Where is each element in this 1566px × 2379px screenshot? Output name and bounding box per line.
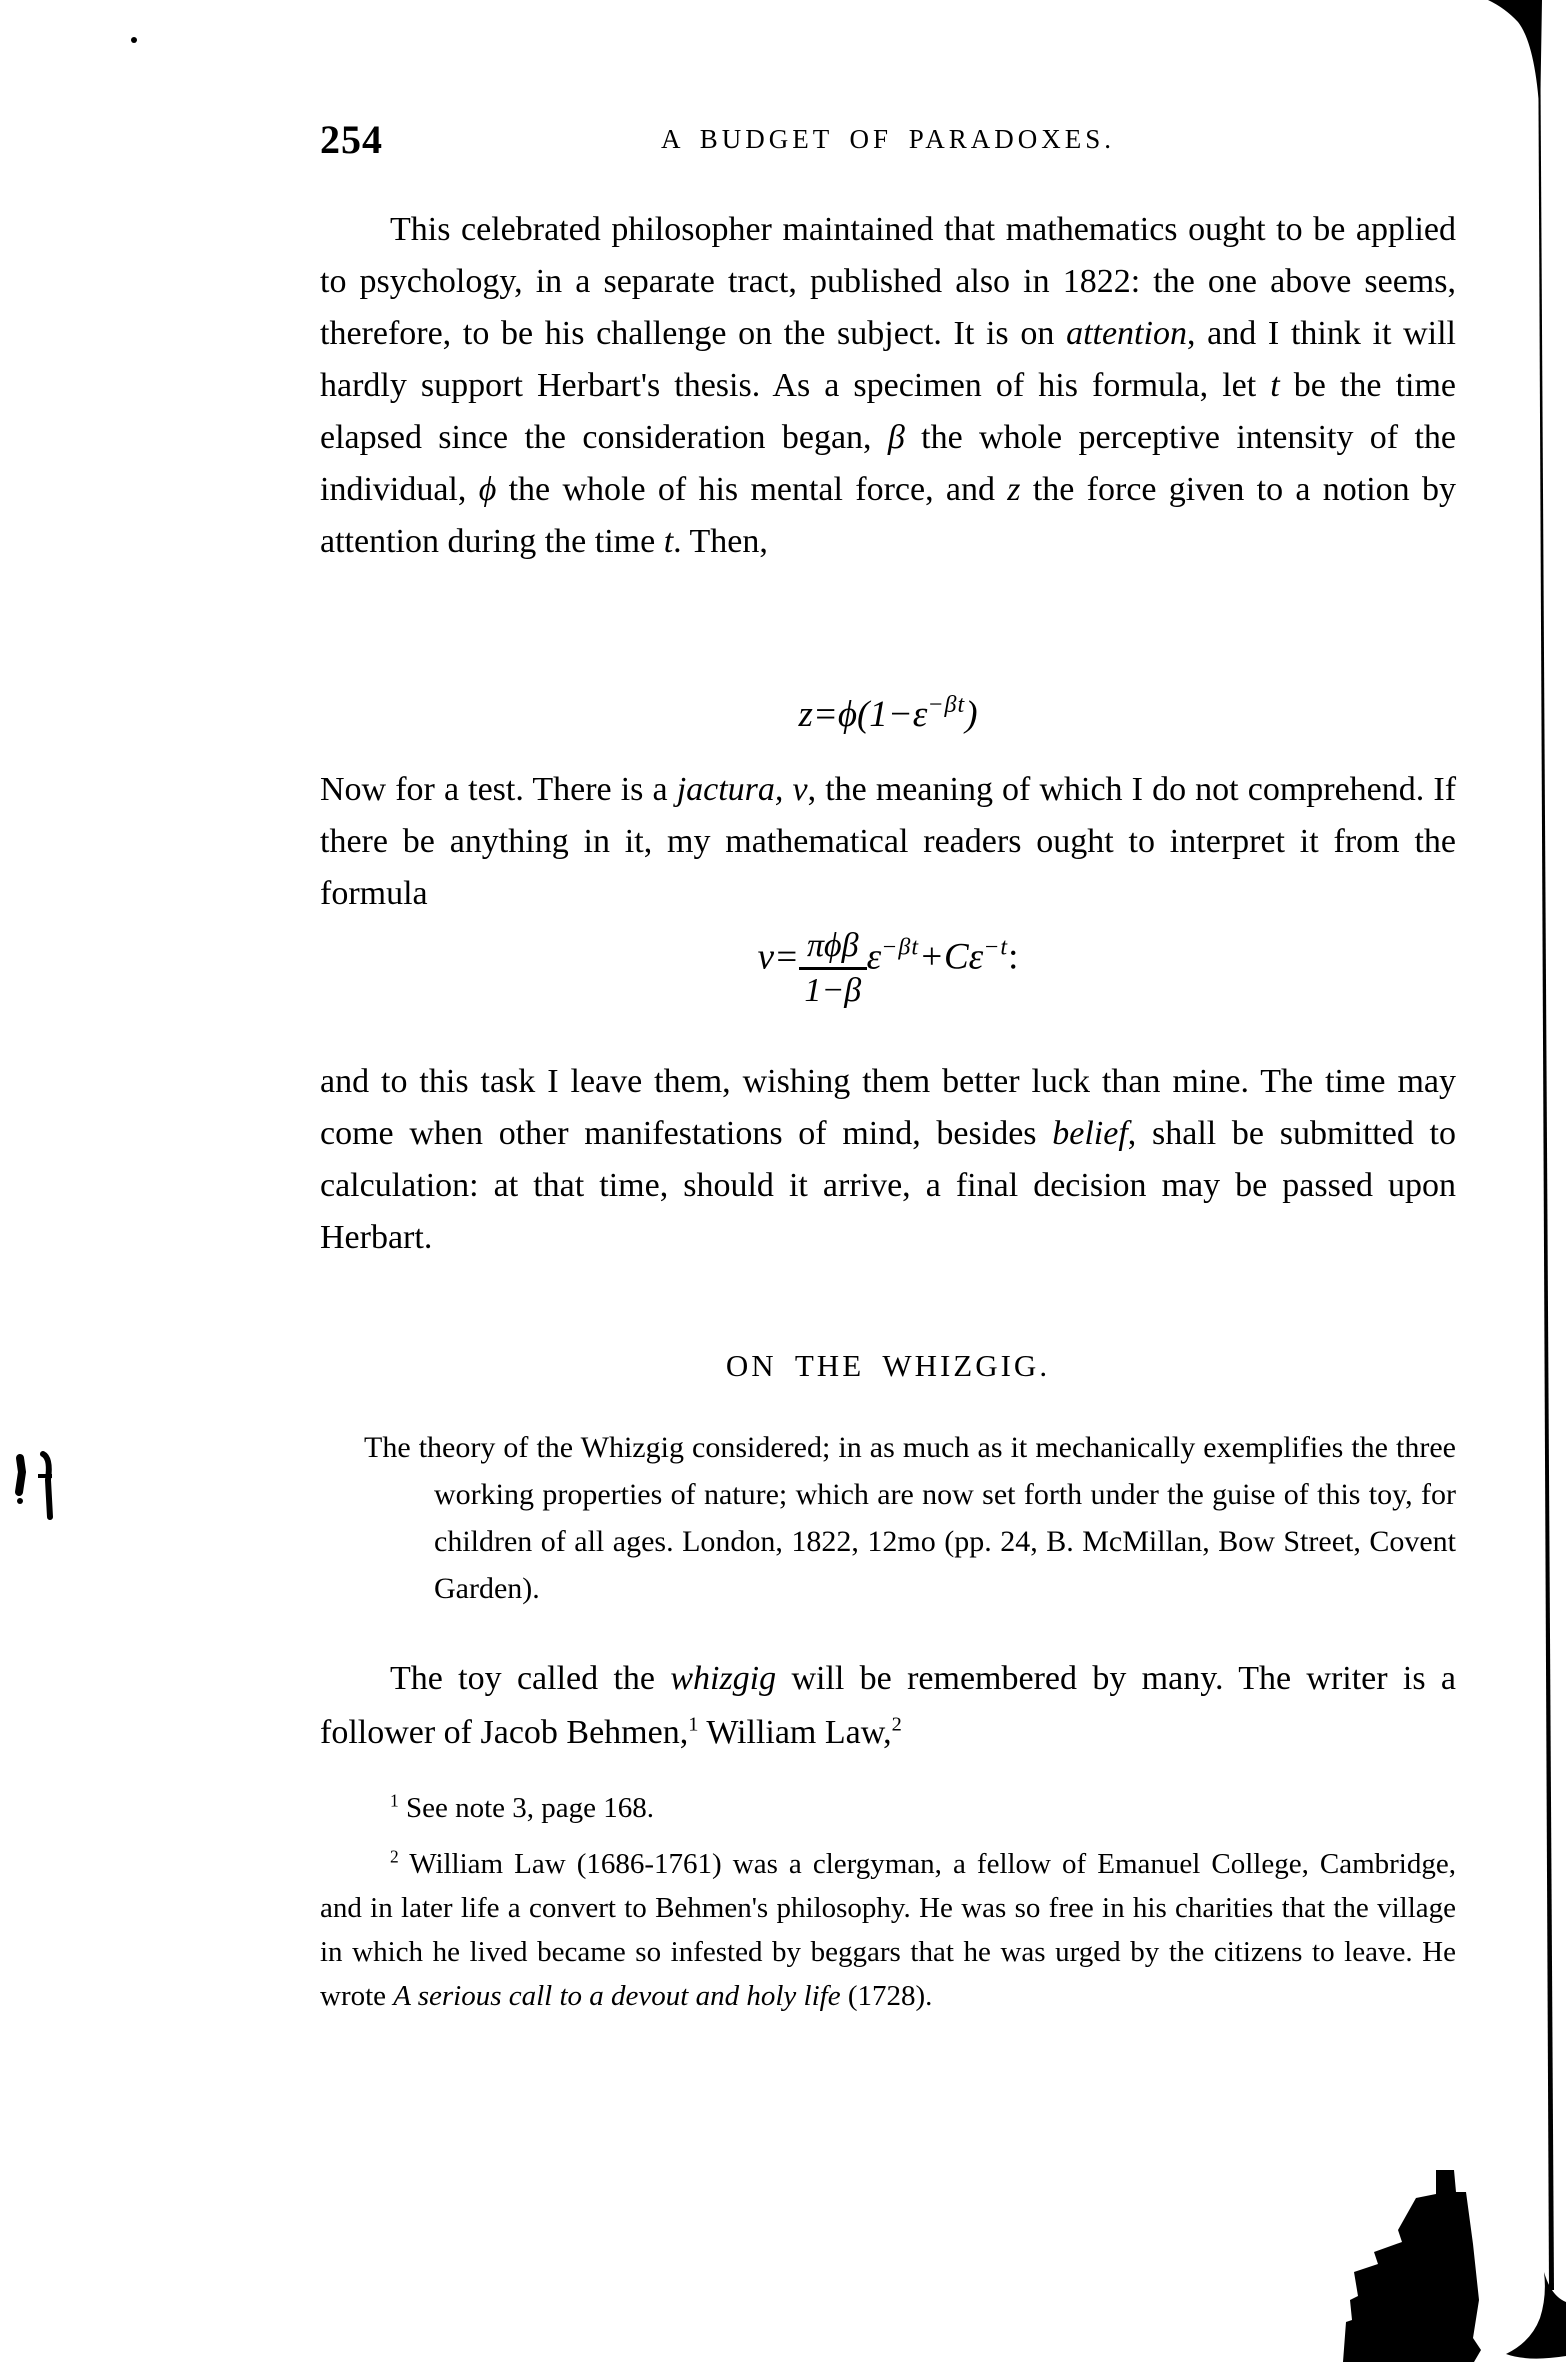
formula-close: ) xyxy=(965,694,978,735)
paragraph-jactura-test xyxy=(320,764,1456,920)
var-t: t xyxy=(663,523,674,560)
paragraph-herbart-intro xyxy=(320,204,1456,568)
formula-attention xyxy=(320,692,1456,736)
formula-jactura xyxy=(320,928,1456,1008)
running-title: A BUDGET OF PARADOXES. xyxy=(660,124,1116,154)
footnote-text: William Law (1686-1761) was a clergyman, a fellow of Emanuel College, Cambridge, and in later life a convert to Behmen's philosophy. He was so free in his charities that the village in which he lived became so infested by beggars that he was urged by the citizens to leave. He wrote xyxy=(320,1848,1456,2012)
formula-lhs: v= xyxy=(757,936,799,978)
text-run-italic: whizgig xyxy=(670,1660,777,1697)
text-run: the whole of his mental force, and xyxy=(496,471,1008,508)
text-run: , shall be submitted to calculation: at that time, should it arrive, a final decision may be passed upon Herbart. xyxy=(320,1115,1457,1256)
footnote-ref-2: 2 xyxy=(891,1713,902,1736)
ink-blot xyxy=(1343,2170,1481,2362)
text-run: the whole perceptive intensity of the individual, xyxy=(320,419,1456,508)
text-run: and to this task I leave them, wishing them better luck than mine. The time may come when other manifestations of mind, besides xyxy=(320,1063,1456,1152)
section-heading: ON THE WHIZGIG. xyxy=(725,1348,1051,1383)
formula-exponent: −βt xyxy=(881,934,919,961)
text-run-italic: jactura, v xyxy=(676,771,808,808)
fraction-numerator: πϕβ xyxy=(799,928,867,970)
var-t: t xyxy=(1270,367,1280,404)
page-edge-line xyxy=(1538,0,1554,2290)
formula-exponent: −t xyxy=(983,934,1009,961)
page-number: 254 xyxy=(320,117,383,162)
text-run: The toy called the xyxy=(390,1660,671,1697)
var-z: z xyxy=(1007,471,1021,508)
footnote-text: See note 3, page 168. xyxy=(398,1792,654,1824)
text-run: , and I think it will hardly support Herbart's thesis. As a specimen of his formula, let xyxy=(320,315,1457,404)
formula-fraction xyxy=(799,928,867,1008)
var-phi: ϕ xyxy=(478,471,497,508)
text-run-italic: belief xyxy=(1052,1115,1128,1152)
formula-exponent: −βt xyxy=(927,692,966,718)
text-run: . Then, xyxy=(673,523,768,560)
text-run: This celebrated philosopher maintained that mathematics ought to be applied to psychology, in a separate tract, published also in 1822: the one above seems, therefore, to be his challenge on the subject. It is on xyxy=(320,211,1456,352)
footnote-ref-1: 1 xyxy=(688,1713,699,1736)
text-run: , the meaning of which I do not comprehend. If there be anything in it, my mathematical readers ought to interpret it from the formula xyxy=(320,771,1457,912)
margin-annotation xyxy=(17,1454,52,1517)
bibliographic-quote: The theory of the Whizgig considered; in as much as it mechanically exemplifies the three working properties of nature; which are now set forth under the guise of this toy, for children of all ages. London, 1822, 12mo (pp. 24, B. McMillan, Bow Street, Covent Garden). xyxy=(364,1431,1456,1605)
corner-wedge xyxy=(1488,0,1542,120)
text-run-italic: attention xyxy=(1066,315,1187,352)
text-run: William Law, xyxy=(698,1714,892,1751)
paragraph-whizgig xyxy=(320,1652,1456,1760)
text-run: will be remembered by many. The writer is a follower of Jacob Behmen, xyxy=(320,1660,1456,1751)
formula-term: +Cε xyxy=(919,936,984,978)
footnote-marker-2: 2 xyxy=(390,1846,399,1867)
paragraph-better-luck xyxy=(320,1056,1456,1264)
footnote-text: (1728). xyxy=(840,1980,933,2012)
text-run: Now for a test. There is a xyxy=(320,771,677,808)
footnote-marker-1: 1 xyxy=(390,1790,399,1811)
formula-body: z=ϕ(1−ε xyxy=(798,694,928,735)
corner-band xyxy=(1506,2272,1566,2359)
footnote-2 xyxy=(320,1842,1456,2018)
formula-base: ε xyxy=(866,936,882,978)
text-run: be the time elapsed since the consideration began, xyxy=(320,367,1457,456)
var-beta: β xyxy=(887,419,905,456)
fraction-denominator: 1−β xyxy=(804,971,862,1009)
formula-colon: : xyxy=(1008,936,1019,978)
text-run: the force given to a notion by attention during the time xyxy=(320,471,1456,560)
footnote-1 xyxy=(320,1786,1456,1830)
footnote-book-title: A serious call to a devout and holy life xyxy=(393,1980,841,2012)
ink-speck xyxy=(131,37,137,43)
